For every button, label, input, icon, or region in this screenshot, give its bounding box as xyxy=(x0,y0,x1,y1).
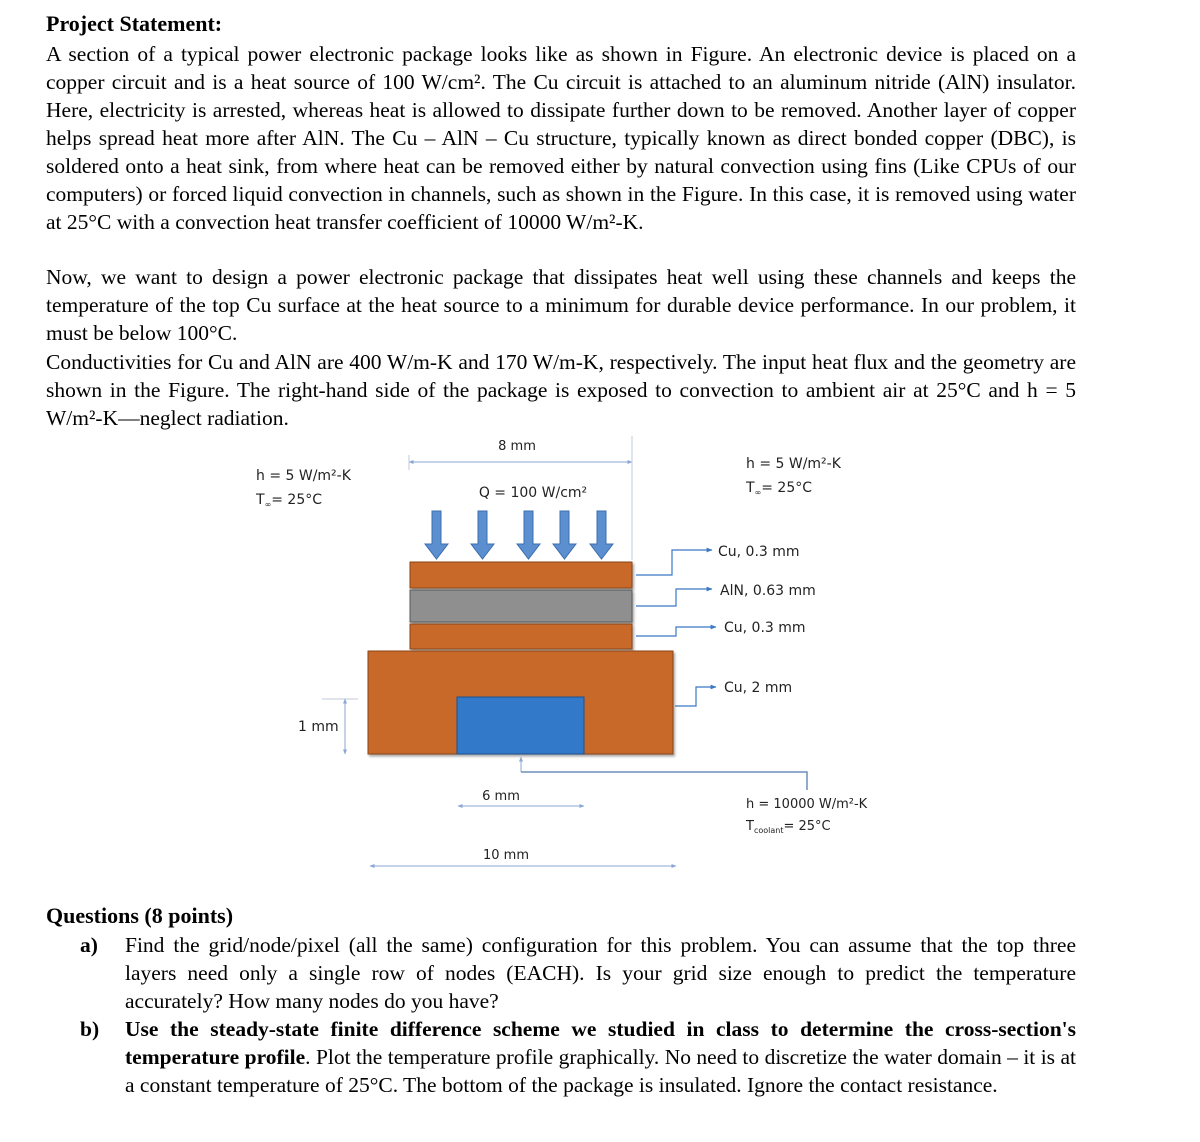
statement-paragraph-1: A section of a typical power electronic package looks like as shown in Figure. An electronic device is placed on a copper circuit and is a heat source of 100 W/cm². The Cu circuit is attached to an aluminum nitride (AlN) insulator. Here, electricity is arrested, whereas heat is allowed to dissipate further down to be removed. Another layer of copper helps spread heat more after AlN. The Cu – AlN – Cu structure, typically known as direct bonded copper (DBC), is soldered onto a heat sink, from where heat can be removed either by natural convection using fins (Like CPUs of our computers) or forced liquid convection in channels, such as shown in the Figure. In this case, it is removed using water at 25°C with a convection heat transfer coefficient of 10000 W/m²-K. xyxy=(46,42,1076,234)
top-width-label: 8 mm xyxy=(498,439,536,454)
channel-width-label: 6 mm xyxy=(482,789,520,804)
copper-heat-sink xyxy=(368,651,673,754)
layer-label-aln: AlN, 0.63 mm xyxy=(720,583,816,599)
question-b xyxy=(80,1015,1076,1099)
heat-flux-label: Q = 100 W/cm² xyxy=(478,485,588,501)
layer-label-bottom-copper: Cu, 0.3 mm xyxy=(724,620,806,636)
base-width-label: 10 mm xyxy=(482,848,530,863)
question-a xyxy=(80,931,1076,1015)
layer-label-top-copper: Cu, 0.3 mm xyxy=(718,544,800,560)
layer-label-heat-sink: Cu, 2 mm xyxy=(724,680,793,696)
water-channel xyxy=(457,697,584,754)
left-convection-h-label: h = 5 W/m²-K xyxy=(256,468,351,484)
statement-heading: Project Statement: xyxy=(46,11,223,36)
leader-bottom-copper xyxy=(636,627,716,636)
heat-flux-arrows xyxy=(425,511,613,559)
heat-flux-arrow-4 xyxy=(553,511,576,559)
leader-top-copper xyxy=(636,550,712,575)
question-b-marker: b) xyxy=(80,1017,100,1041)
coolant-t-label: $T_{coolant}= 25^\circ C$ xyxy=(746,819,831,835)
statement-paragraph-2: Now, we want to design a power electronic package that dissipates heat well using these channels and keeps the temperature of the top Cu surface at the heat source to a minimum for durable device performance. In our problem, it must be below 100°C. xyxy=(46,265,1076,345)
heat-flux-arrow-2 xyxy=(471,511,494,559)
bottom-copper-layer xyxy=(410,624,632,649)
heat-flux-arrow-3 xyxy=(517,511,540,559)
right-convection-t-label: $T_\infty= 25^\circ C$ xyxy=(746,480,813,497)
question-a-marker: a) xyxy=(80,933,98,957)
right-convection-h-label: h = 5 W/m²-K xyxy=(746,456,841,472)
question-b-bold-text: Use the steady-state finite difference scheme we studied in class to determine the cross-section's temperature profile xyxy=(125,1017,1076,1069)
heat-flux-arrow-1 xyxy=(425,511,448,559)
leader-heat-sink xyxy=(675,687,716,706)
channel-height-label: 1 mm xyxy=(298,719,339,735)
coolant-h-label: h = 10000 W/m²-K xyxy=(746,797,868,812)
question-b-text: . Plot the temperature profile graphically. No need to discretize the water domain – it is at a constant temperature of 25°C. The bottom of the package is insulated. Ignore the contact resistance. xyxy=(125,1045,1076,1097)
top-copper-layer xyxy=(410,562,632,588)
question-a-text: Find the grid/node/pixel (all the same) configuration for this problem. You can assume that the top three layers need only a single row of nodes (EACH). Is your grid size enough to predict the temperature accurately? How many nodes do you have? xyxy=(125,933,1076,1013)
questions-heading: Questions (8 points) xyxy=(46,903,234,928)
coolant-leader xyxy=(521,772,807,790)
left-convection-t-label: $T_\infty= 25^\circ C$ xyxy=(256,492,323,509)
heat-flux-arrow-5 xyxy=(590,511,613,559)
statement-paragraph-3: Conductivities for Cu and AlN are 400 W/m-K and 170 W/m-K, respectively. The input heat flux and the geometry are shown in the Figure. The right-hand side of the package is exposed to convection to ambient air at 25°C and h = 5 W/m²-K—neglect radiation. xyxy=(46,350,1076,430)
questions-list xyxy=(80,931,1076,1099)
leader-aln xyxy=(636,589,712,606)
aln-insulator-layer xyxy=(410,590,632,622)
